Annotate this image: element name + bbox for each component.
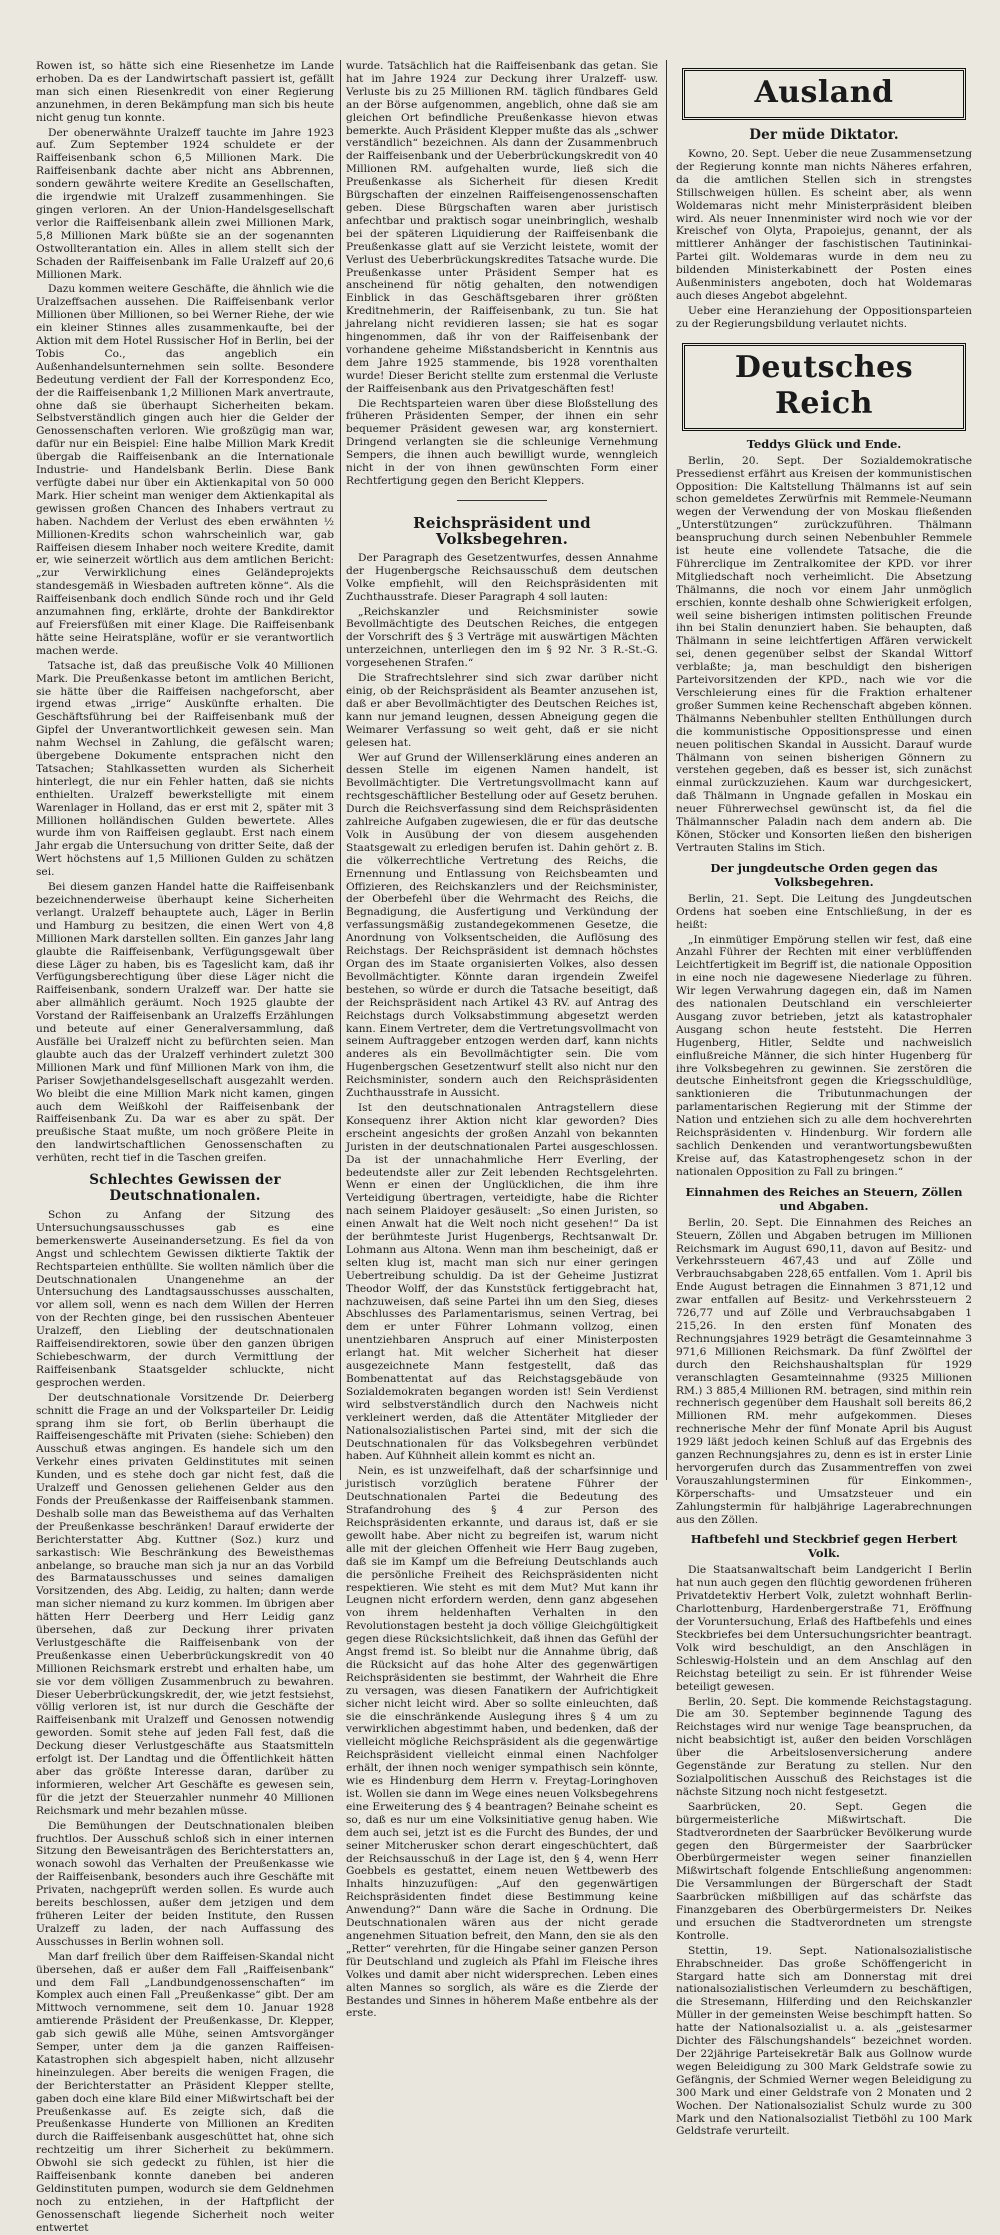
article-paragraph: Die Strafrechtslehrer sind sich zwar darüber nicht einig, ob der Reichspräsident als Beamter anzusehen ist, daß er aber Bevollmächtigter des Deutschen Reiches ist, kann nur jemand leugnen, dessen Abneigung gegen die Weimarer Verfassung so weit geht, daß er sie nicht gelesen hat. — [346, 672, 658, 749]
column-2 — [346, 60, 658, 2020]
article-heading: Reichspräsident und Volksbegehren. — [413, 513, 591, 548]
column-divider — [666, 60, 667, 1480]
column-divider — [340, 60, 341, 1480]
article-paragraph: Dazu kommen weitere Geschäfte, die ähnlich wie die Uralzeffsachen aussehen. Die Raiffeisenbank verlor Millionen über Millionen, so bei Werner Riehe, der wie ein kleiner Stinnes alles zusammenkaufte, bei der Aktion mit dem Hotel Russischer Hof in Berlin, bei der Tobis Co., das angeblich ein Außenhandelsunternehmen sein sollte. Besondere Bedeutung verdient der Fall der Korrespondenz Eco, der die Raiffeisenbank 1,2 Millionen Mark anvertraute, ohne daß sie überhaupt Sicherheiten bekam. Selbstverständlich gingen auch hier die Gelder der Genossenschaften verloren. Wie großzügig man war, dafür nur ein Beispiel: Eine halbe Million Mark Kredit übergab die Raiffeisenbank an die Internationale Industrie- und Handelsbank Berlin. Diese Bank verfügte dabei nur über ein Aktienkapital von 50 000 Mark. Hier scheint man weniger dem Aktienkapital als gewissen großen Chancen des Inhabers vertraut zu haben. Nachdem der Verlust des eben erwähnten ½ Millionen-Kredits schon wahrscheinlich war, gab Raiffeisen diesem Inhaber noch weitere Kredite, damit er, wie seinerzeit wörtlich aus dem amtlichen Bericht: „zur Verwirklichung eines Geländeprojekts standesgemäß in Wiesbaden auftreten könne“. Als die Raiffeisenbank doch endlich Sünde roch und ihr Geld anzumahnen fing, erklärte, drohte der Bankdirektor auf Freiersfüßen mit einer Klage. Die Raiffeisenbank hätte seine Heiratspläne, wofür er sie verantwortlich machen werde. — [36, 283, 334, 657]
article-paragraph: Die Staatsanwaltschaft beim Landgericht I Berlin hat nun auch gegen den flüchtig gewordenen früheren Privatdetektiv Herbert Volk, zuletzt wohnhaft Berlin-Charlottenburg, Hardenbergerstraße 71, Eröffnung der Voruntersuchung, Erlaß des Haftbefehls und eines Steckbriefes bei dem Untersuchungsrichter beantragt. Volk wird beschuldigt, an den Anschlägen in Schleswig-Holstein und an dem Anschlag auf den Reichstag beteiligt zu sein. Er ist führender Weise beteiligt gewesen. — [676, 1564, 972, 1693]
article-paragraph: Rowen ist, so hätte sich eine Riesenhetze im Lande erhoben. Da es der Landwirtschaft passiert ist, gefällt man sich einen Riesenkredit von einer Regierung anzunehmen, in deren Bekämpfung man sich bis heute nicht genug tun konnte. — [36, 60, 334, 124]
section-banner-deutsches-reich: Deutsches Reich — [682, 343, 966, 431]
article-paragraph: Kowno, 20. Sept. Ueber die neue Zusammensetzung der Regierung konnte man nichts Näheres erfahren, da die amtlichen Stellen sich in strengstes Stillschweigen hüllen. Es scheint aber, als wenn Woldemaras nicht mehr Ministerpräsident bleiben wird. Als neuer Innenminister wird noch wie vor der Kreischef von Olyta, Prapoiejus, genannt, der als mittlerer Anhänger der faschistischen Tautininkai-Partei gilt. Woldemaras wurde in dem neu zu bildenden Ministerkabinett der Posten eines Außenministers angeboten, doch hat Woldemaras auch dieses Angebot abgelehnt. — [676, 148, 972, 302]
article-paragraph: Saarbrücken, 20. Sept. Gegen die bürgermeisterliche Mißwirtschaft. Die Stadtverordneten der Saarbrücker Bevölkerung wurde gegen den Bürgermeister der Saarbrücker Oberbürgermeister wegen seiner finanziellen Mißwirtschaft folgende Entschließung angenommen: Die Versammlungen der Bürgerschaft der Stadt Saarbrücken mißbilligen auf das schärfste das Finanzgebaren des Oberbürgermeisters Dr. Neikes und ersuchen die Stadtverordneten um strengste Kontrolle. — [676, 1800, 972, 1942]
article-paragraph: Stettin, 19. Sept. Nationalsozialistische Ehrabschneider. Das große Schöffengericht in Stargard hatte sich am Donnerstag mit drei nationalsozialistischen Verleumdern zu beschäftigen, die Stresemann, Hilferding und den Reichskanzler Müller in der gemeinsten Weise beschimpft hatten. So hatte der Nationalsozialist u. a. als „geistesarmer Dichter des Fälschungshandels“ bezeichnet worden. Der 22jährige Parteisekretär Balk aus Gollnow wurde wegen Beleidigung zu 300 Mark Geldstrafe sowie zu Gefängnis, der Schmied Werner wegen Beleidigung zu 300 Mark und einer Geldstrafe von 2 Monaten und 2 Wochen. Der Nationalsozialist Schulz wurde zu 300 Mark und den Nationalsozialist Tietböhl zu 100 Mark Geldstrafe verurteilt. — [676, 1944, 972, 2138]
article-paragraph: Ist den deutschnationalen Antragstellern diese Konsequenz ihrer Aktion nicht klar geworden? Dies erscheint angesichts der großen Anzahl von bekannten Juristen in der deutschnationalen Partei ausgeschlossen. Da ist der unnachahmliche Herr Everling, der bedeutendste aller zur Zeit lebenden Rechtsgelehrten. Wenn er einen der Unglücklichen, die ihm ihre Verteidigung übertragen, verteidigte, habe die Richter nach seinem Plaidoyer gesäuselt: „So einen Juristen, so einen Anwalt hat die Welt noch nicht gesehen!“ Da ist der berühmteste Jurist Hugenbergs, Rechtsanwalt Dr. Lohmann aus Altona. Wenn man ihm bescheinigt, daß er selten klug ist, macht man sich nur einer geringen Uebertreibung schuldig. Da ist der Geheime Justizrat Theodor Wolff, der das Kunststück fertiggebracht hat, nachzuweisen, daß seine Partei ihn um den Sieg, dieses Abschlusses des Parlamentarismus, seinen Vertrag, bei dem er unter Führer Lohmann vollzog, einen unentziehbaren Anspruch auf einer Ministerposten erlangt hat. Mit welcher Sicherheit hat dieser ausgezeichnete Mann festgestellt, daß das Bombenattentat auf das Reichstagsgebäude von Sozialdemokraten begangen worden ist! Sein Verdienst wird selbstverständlich durch den Nachweis nicht verkleinert werden, daß die Attentäter Mitglieder der Nationalsozialistischen Partei sind, mit der sich die Deutschnationalen für das Volksbegehren verbündet haben. Auf Kühnheit allein kommt es nicht an. — [346, 1101, 658, 1463]
article-paragraph: wurde. Tatsächlich hat die Raiffeisenbank das getan. Sie hat im Jahre 1924 zur Deckung ihrer Uralzeff- usw. Verluste bis zu 25 Millionen RM. täglich fündbares Geld an der Börse aufgenommen, angeblich, ohne daß sie am gleichen Ort befindliche Preußenkasse hievon etwas bemerkte. Auch Präsident Klepper mußte das als „schwer verständlich“ bezeichnen. Als dann der Zusammenbruch der Raiffeisenbank und der Ueberbrückungskredit von 40 Millionen RM. aufgehalten wurde, ließ sich die Preußenkasse als Sicherheit für diesen Kredit Bürgschaften der einzelnen Raiffeisengenossenschaften geben. Diese Bürgschaften waren aber juristisch anfechtbar und praktisch sogar uneinbringlich, weshalb bei der späteren Liquidierung der Raiffeisenbank die Preußenkasse glatt auf sie Verzicht leistete, womit der Verlust des Ueberbrückungskredites Tatsache wurde. Die Preußenkasse unter Präsident Semper hat es anscheinend für nötig gehalten, den notwendigen Einblick in das Geschäftsgebaren ihrer größten Kreditnehmerin, der Raiffeisenbank, zu tun. Sie hat jahrelang nicht revidieren lassen; sie hat es sogar hingenommen, daß ihr von der Raiffeisenbank der vorhandene geheime Mißstandsbericht in Kenntnis aus dem Jahre 1925 stammende, bis 1928 vorenthalten wurde! Dieser Bericht stellte zum erstenmal die Verluste der Raiffeisenbank aus den Privatgeschäften fest! — [346, 60, 658, 395]
article-paragraph: Nein, es ist unzweifelhaft, daß der scharfsinnige und juristisch vorzüglich beratene Führer der Deutschnationalen Partei die Bedeutung des Strafandrohung des § 4 zur Person des Reichspräsidenten erkannte, und daraus ist, daß er sie gewollt habe. Aber nicht zu begreifen ist, warum nicht alle mit der gleichen Offenheit wie Herr Baug zugeben, daß sie im Kampf um die Befreiung Deutschlands auch die persönliche Freiheit des Reichspräsidenten nicht respektieren. Wie steht es mit dem Mut? Mut kann ihr Leugnen nicht erfordern werden, denn ganz abgesehen von ihrem heldenhaften Verhalten in den Revolutionstagen besteht ja doch völlige Gleichgültigkeit gegen diese Rücksichtslichkeit, daß ihnen das Gefühl der Angst fremd ist. So bleibt nur die Annahme übrig, daß die Rücksicht auf das hohe Alter des gegenwärtigen Reichspräsidenten sie bestimmt, der Wahrheit die Ehre zu versagen, was diesen Fanatikern der Aufrichtigkeit sicher nicht leicht wird. Aber so sollte einleuchten, daß sie die einschränkende Auslegung ihres § 4 um zu verwirklichen abgestimmt haben, und bedenken, daß der vielleicht mögliche Reichspräsident als die gegenwärtige Reichspräsident vielleicht einmal einen Nachfolger erhält, der ihnen noch weniger sympathisch sein könnte, wie es Hindenburg dem Herrn v. Freytag-Loringhoven ist. Wollen sie dann im Wege eines neuen Volksbegehrens eine Erweiterung des § 4 beantragen? Beinahe scheint es so, daß es nur um eine Volksinitiative genug haben. Wie dem auch sei, jetzt ist es die Furcht des Bundes, der und seiner Mitcherusker schon derart eingeschüchtert, daß der Reichsausschuß in der Lage ist, den § 4, wenn Herr Goebbels es gestattet, einem neuen Wettbewerb des Inhalts hinzuzufügen: „Auf den gegenwärtigen Reichspräsidenten findet diese Bestimmung keine Anwendung?“ Dann wäre die Sache in Ordnung. Die Deutschnationalen wären aus der nicht gerade angenehmen Situation befreit, den Mann, den sie als den „Retter“ verehrten, für die Hingabe seiner ganzen Person für Deutschland und zugleich als Pfahl im Fleische ihres Volkes und damit aber nicht widersprechen. Leben eines alten Mannes so sorglich, als wäre es die Zierde der Bestandes und Sinnes in höherem Maße entbehre als der erste. — [346, 1465, 658, 2020]
article-heading: Der müde Diktator. — [749, 127, 899, 143]
article-paragraph: Wer auf Grund der Willenserklärung eines anderen an dessen Stelle im eigenen Namen handelt, ist Bevollmächtigter. Die Vertretungsvollmacht kann auf rechtsgeschäftlicher Bestellung oder auf Gesetz beruhen. Durch die Reichsverfassung sind dem Reichspräsidenten zahlreiche Aufgaben zugewiesen, die er für das deutsche Volk in Ausübung der von diesem ausgehenden Staatsgewalt zu erledigen berufen ist. Dahin gehört z. B. die völkerrechtliche Vertretung des Reichs, die Ernennung und Entlassung von Reichsbeamten und Offizieren, des Reichskanzlers und der Reichsminister, der Oberbefehl über die Wehrmacht des Reichs, die Begnadigung, die Ausfertigung und Verkündung der verfassungsmäßig zustandegekommenen Gesetze, die Anordnung von Volksentscheiden, die Auflösung des Reichstags. Der Reichspräsident ist demnach höchstes Organ des im Staate organisierten Volkes, also dessen Bevollmächtigter. Könnte daran irgendein Zweifel bestehen, so würde er durch die Tatsache beseitigt, daß der Reichspräsident nach Artikel 43 RV. auf Antrag des Reichstags durch Volksabstimmung abgesetzt werden kann. Einem Vertreter, dem die Vertretungsvollmacht von seinem Auftraggeber entzogen werden darf, kann nichts anderes als ein Bevollmächtigter sein. Die vom Hugenbergschen Gesetzentwurf stellt also nicht nur den Reichsminister, sondern auch den Reichspräsidenten Zuchthausstrafe in Aussicht. — [346, 751, 658, 1100]
section-separator — [457, 500, 547, 501]
article-heading: Teddys Glück und Ende. — [746, 436, 902, 451]
article-paragraph: Der Paragraph des Gesetzentwurfes, dessen Annahme der Hugenbergsche Reichsausschuß dem deutschen Volke empfiehlt, will den Reichspräsidenten mit Zuchthausstrafe. Dieser Paragraph 4 soll lauten: — [346, 551, 658, 603]
column-1 — [36, 60, 334, 2234]
section-banner-ausland: Ausland — [682, 68, 966, 120]
article-paragraph: Bei diesem ganzen Handel hatte die Raiffeisenbank bezeichnenderweise überhaupt keine Sicherheiten verlangt. Uralzeff behauptete auch, Läger in Berlin und Hamburg zu besitzen, die einen Wert von 4,8 Millionen Mark darstellen sollten. Ein ganzes Jahr lang glaubte die Raiffeisenbank, Verfügungsgewalt über diese Läger zu haben, bis es Tageslicht kam, daß ihr Verfügungsberechtigung über diese Läger nicht die Raiffeisenbank, sondern Uralzeff war. Der hatte sie aber allmählich geräumt. Noch 1925 glaubte der Vorstand der Raiffeisenbank an Uralzeffs Erzählungen und beteute auf einer Generalversammlung, daß Ausfälle bei Uralzeff nicht zu befürchten seien. Man glaubte auch das der Uralzeff verhindert zuletzt 300 Millionen Mark und fünf Millionen Mark von ihm, die Pariser Sowjethandelsgesellschaft ausgezahlt werden. Wo bleibt die eine Million Mark nicht kamen, gingen auch dem Weißkohl der Raiffeisenbank der Raiffeisenbank Zu. Da war es aber zu spät. Der preußische Staat mußte, um noch größere Pleite in den landwirtschaftlichen Genossenschaften zu verhüten, recht tief in die Taschen greifen. — [36, 881, 334, 1165]
article-paragraph: Man darf freilich über dem Raiffeisen-Skandal nicht übersehen, daß er außer dem Fall „Raiffeisenbank“ und dem Fall „Landbundgenossenschaften“ im Komplex auch einen Fall „Preußenkasse“ gibt. Der am Mittwoch vernommene, seit dem 10. Januar 1928 amtierende Präsident der Preußenkasse, Dr. Klepper, gab sich gewiß alle Mühe, seinen Amtsvorgänger Semper, unter dem ja die ganzen Raiffeisen-Katastrophen sich abgespielt haben, nicht allzusehr hineinzulegen. Aber bereits die wenigen Fragen, die der Berichterstatter an Präsident Klepper stellte, gaben doch eine klare Bild einer Mißwirtschaft bei der Preußenkasse auf. Es zeigte sich, daß die Preußenkasse Hunderte von Millionen an Krediten durch die Raiffeisenbank ausgeschüttet hat, ohne sich rechtzeitig um ihrer Sicherheit zu bekümmern. Obwohl sie sich gedeckt zu fühlen, ist hier die Raiffeisenbank konnte daneben bei anderen Geldinstituten pumpen, wodurch sie dem Geldnehmen noch zu entziehen, in der Haftpflicht der Genossenschaft liegende Sicherheit noch weiter entwertet — [36, 1950, 334, 2234]
article-paragraph: Die Bemühungen der Deutschnationalen bleiben fruchtlos. Der Ausschuß schloß sich in einer internen Sitzung den Beweisanträgen des Berichterstatters an, wonach sowohl das Verhalten der Preußenkasse wie der Raiffeisenbank, besonders auch ihre Geschäfte mit Privaten, nachgeprüft werden sollen. Es wurde auch bereits beschlossen, außer dem jetzigen und dem früheren Leiter der beiden Institute, den Russen Uralzeff zu laden, der nach Auffassung des Ausschusses in Berlin wohnen soll. — [36, 1819, 334, 1948]
article-paragraph: Tatsache ist, daß das preußische Volk 40 Millionen Mark. Die Preußenkasse betont im amtlichen Bericht, sie hätte über die Raiffeisen nachgeforscht, aber irgend etwas „irrige“ Auskünfte erhalten. Die Geschäftsführung bei der Raiffeisenbank muß der Gipfel der Unverantwortlichkeit gewesen sein. Man nahm Wechsel in Zahlung, die gefälscht waren; übergebene Dokumente entsprachen nicht den Tatsachen; Stahlkassetten wurden als Sicherheit hinterlegt, die nur ein Fehler hatten, daß sie nichts enthielten. Uralzeff bewerkstelligte mit einem Warenlager in Holland, das er erst mit 2, später mit 3 Millionen holländischen Gulden bewertete. Alles wurde ihm von Raiffeisen geglaubt. Erst nach einem Jahr ergab die Untersuchung von dritter Seite, daß der Wert höchstens auf 1,5 Millionen Gulden zu schätzen sei. — [36, 659, 334, 879]
article-heading: Der jungdeutsche Orden gegen das Volksbegehren. — [710, 860, 938, 889]
article-paragraph: Ueber eine Heranziehung der Oppositionsparteien zu der Regierungsbildung verlautet nichts. — [676, 304, 972, 330]
article-heading: Schlechtes Gewissen der Deutschnationalen. — [89, 1172, 281, 1205]
article-paragraph: Berlin, 20. Sept. Die Einnahmen des Reiches an Steuern, Zöllen und Abgaben betrugen im Millionen Reichsmark im August 690,11, davon auf Besitz- und Verkehrssteuern 467,43 und auf Zölle und Verbrauchsabgaben 228,65 entfallen. Vom 1. April bis Ende August betragen die Einnahmen 3 871,12 und zwar entfallen auf Besitz- und Verkehrssteuern 2 726,77 und auf Zölle und Verbrauchsabgaben 1 215,26. In den ersten fünf Monaten des Rechnungsjahres 1929 beträgt die Gesamteinnahme 3 971,6 Millionen Reichsmark. Da fünf Zwölftel der durch den Reichshaushaltsplan für 1929 veranschlagten Gesamteinnahme (9325 Millionen RM.) 3 885,4 Millionen RM. betragen, sind mithin rein rechnerisch gegenüber dem Haushalt soll bereits 86,2 Millionen RM. mehr aufgekommen. Dieses rechnerische Mehr der fünf Monate April bis August 1929 läßt jedoch keinen Schluß auf das Ergebnis des ganzen Rechnungsjahres zu, denn es ist in erster Linie hervorgerufen durch das Zusammentreffen von zwei Vorauszahlungsterminen für Einkommen-, Körperschafts- und Umsatzsteuer und ein Zahlungstermin für halbjährige Lagerabrechnungen aus den Zöllen. — [676, 1216, 972, 1526]
article-paragraph: Schon zu Anfang der Sitzung des Untersuchungsausschusses gab es eine bemerkenswerte Auseinandersetzung. Es fiel da von Angst und schlechtem Gewissen diktierte Taktik der Rechtsparteien enthüllte. Sie wollten nämlich über die Deutschnationalen Unangenehme an der Untersuchung des Landtagsausschusses ausschalten, vor allem soll, wenn es nach dem Willen der Herren von der Rechten ginge, bei den russischen Abenteuer Uralzeff, den Liebling der deutschnationalen Raiffeisendirektoren, sowie über den ganzen übrigen Schiebeschwarm, der durch Vermittlung der Raiffeisenbank Staatsgelder schluckte, nicht gesprochen werden. — [36, 1209, 334, 1389]
article-paragraph: Die Rechtsparteien waren über diese Bloßstellung des früheren Präsidenten Semper, der ihnen ein sehr bequemer Präsident gewesen war, arg konsterniert. Dringend verlangten sie die schleunige Vernehmung Sempers, die ihnen auch bewilligt wurde, wenngleich nicht in der von ihnen gewünschten Form einer Rechtfertigung gegen den Bericht Kleppers. — [346, 397, 658, 487]
article-paragraph: „In einmütiger Empörung stellen wir fest, daß eine Anzahl Führer der Rechten mit einer verblüffenden Leichtfertigkeit im Begriff ist, die nationale Opposition in eine noch nie dagewesene Niederlage zu führen. Wir legen Verwahrung dagegen ein, daß im Namen des nationalen Deutschland ein verschleierter Ausgang zuvor betrieben, jetzt als katastrophaler Ausgang schon heute feststeht. Die Herren Hugenberg, Hitler, Seldte und nachweislich einflußreiche Männer, die sich hinter Hugenberg für ihre Volksbegehren zu gewinnen. Sie zerstören die deutsche Einheitsfront gegen die Kriegsschuldlüge, sanktionieren die Tributunmachungen der parlamentarischen Regierung mit der Stimme der Nation und entziehen sich zu alle dem hochverehrten Reichspräsidenten v. Hindenburg. Wir fordern alle sachlich Denkenden und verantwortungsbewußten Kreise auf, das Katastrophengesetz schon in der nationalen Opposition zu Fall zu bringen.“ — [676, 933, 972, 1178]
article-paragraph: Der obenerwähnte Uralzeff tauchte im Jahre 1923 auf. Zum September 1924 schuldete er der Raiffeisenbank schon 6,5 Millionen Mark. Die Raiffeisenbank dachte aber nicht ans Abbrennen, sondern gewährte weitere Kredite an Gesellschaften, die irgendwie mit Uralzeff zusammenhingen. Sie gingen verloren. An der Union-Handelsgesellschaft verlor die Raiffeisenbank allein zwei Millionen Mark, 5,8 Millionen Mark büßte sie an der sogenannten Ostwollterantation ein. Alles in allem stellt sich der Schaden der Raiffeisenbank im Falle Uralzeff auf 20,6 Millionen Mark. — [36, 126, 334, 281]
article-paragraph: Berlin, 21. Sept. Die Leitung des Jungdeutschen Ordens hat soeben eine Entschließung, in der es heißt: — [676, 892, 972, 931]
article-paragraph: Der deutschnationale Vorsitzende Dr. Deierberg schnitt die Frage an und der Volksparteiler Dr. Leidig sprang ihm sie fort, ob Berlin überhaupt die Raiffeisengeschäfte mit Privaten (siehe: Schieben) den Ausschuß etwas angingen. Es handele sich um den Verkehr eines privaten Geldinstitutes mit seinen Kunden, und es stehe doch gar nicht fest, daß die Uralzeff und Genossen geliehenen Gelder aus den Fonds der Preußenkasse der Raiffeisenbank stammen. Deshalb solle man das Beweisthema auf das Verhalten der Preußenkasse beschränken! Darauf erwiderte der Berichterstatter Abg. Kuttner (Soz.) kurz und sarkastisch: Wie Beschränkung des Beweisthemas anbelange, so brauche man sich ja nur an das Vorbild des Barmatausschusses und seines damaligen Vorsitzenden, des Abg. Leidig, zu halten; dann werde man sicher niemand zu kurz kommen. Im übrigen aber hätten Herr Deerberg und Herr Leidig ganz übersehen, daß zur Deckung ihrer privaten Verlustgeschäfte die Raiffeisenbank von der Preußenkasse einen Ueberbrückungskredit von 40 Millionen Reichsmark erstrebt und erhalten habe, um sie vor dem völligen Zusammenbruch zu bewahren. Dieser Ueberbrückungskredit, der, wie jetzt festsiehst, völlig verloren ist, ist nur durch die Geschäfte der Raiffeisenbank mit Uralzeff und Genossen notwendig geworden. Somit stehe auf jeden Fall fest, daß die Deckung dieser Verlustgeschäfte aus Staatsmitteln erfolgt ist. Der Landtag und die Öffentlichkeit hätten aber das größte Interesse daran, darüber zu informieren, welcher Art Geschäfte es gewesen sein, für die jetzt der Steuerzahler nunmehr 40 Millionen Reichsmark und mehr bezahlen müsse. — [36, 1391, 334, 1817]
article-paragraph: Berlin, 20. Sept. Der Sozialdemokratische Pressedienst erfährt aus Kreisen der kommunistischen Opposition: Die Kaltstellung Thälmanns ist auf sein schon gemeldetes Zerwürfnis mit Remmele-Neumann wegen der Verwendung der von Moskau fließenden „Unterstützungen“ zurückzuführen. Thälmann beanspruchung durch seinen Nebenbuhler Remmele ist heute eine vollendete Tatsache, die die Führerclique im Zentralkomitee der KPD. vor ihrer Mitgliedschaft noch verheimlicht. Die Absetzung Thälmanns, die noch vor einem Jahr unmöglich erschien, konnte deshalb ohne Schwierigkeit erfolgen, weil seine bisherigen intimsten politischen Freunde ihn bei Stalin denunziert haben. Sie behaupten, daß Thälmann in seine leichtfertigen Affären verwickelt sei, denen gegenüber selbst der Skandal Wittorf verblaßte; ja, man beschuldigt den bisherigen Parteivorsitzenden der KPD., nach wie vor die Verschleierung eines für die Fraktion erhaltener großer Summen keine Rechenschaft abgeben können. Thälmanns Nebenbuhler stellten Enthüllungen durch die kommunistische Oppositionspresse und einen neuen politischen Skandal in Aussicht. Darauf wurde Thälmann von seinen bisherigen Gönnern zu verstehen gegeben, daß es besser ist, sich zunächst einmal zurückzuziehen. Kaum war durchgesickert, daß Thälmann in Ungnade gefallen in Moskau ein neuer Führerwechsel gewünscht ist, da fiel die Thälmannscher Paladin nach dem andern ab. Die Könen, Stöcker und Konsorten ließen den bisherigen Vertrauten Stalins im Stich. — [676, 454, 972, 854]
article-heading: Haftbefehl und Steckbrief gegen Herbert Volk. — [690, 1532, 958, 1561]
column-3 — [676, 60, 972, 2138]
article-paragraph: Berlin, 20. Sept. Die kommende Reichstagstagung. Die am 30. September beginnende Tagung des Reichstages wird nur wenige Tage beanspruchen, da nicht beabsichtigt ist, außer den beiden Vorschlägen über die Arbeitslosenversicherung andere Gegenstände zur Beratung zu stellen. Nur den Sozialpolitischen Ausschuß des Reichstages ist die nächste Sitzung noch nicht festgesetzt. — [676, 1695, 972, 1798]
article-paragraph: „Reichskanzler und Reichsminister sowie Bevollmächtigte des Deutschen Reiches, die entgegen der Vorschrift des § 3 Verträge mit auswärtigen Mächten unterzeichnen, unterliegen den im § 92 Nr. 3 R.-St.-G. vorgesehenen Strafen.“ — [346, 605, 658, 670]
article-heading: Einnahmen des Reiches an Steuern, Zöllen und Abgaben. — [685, 1184, 963, 1213]
